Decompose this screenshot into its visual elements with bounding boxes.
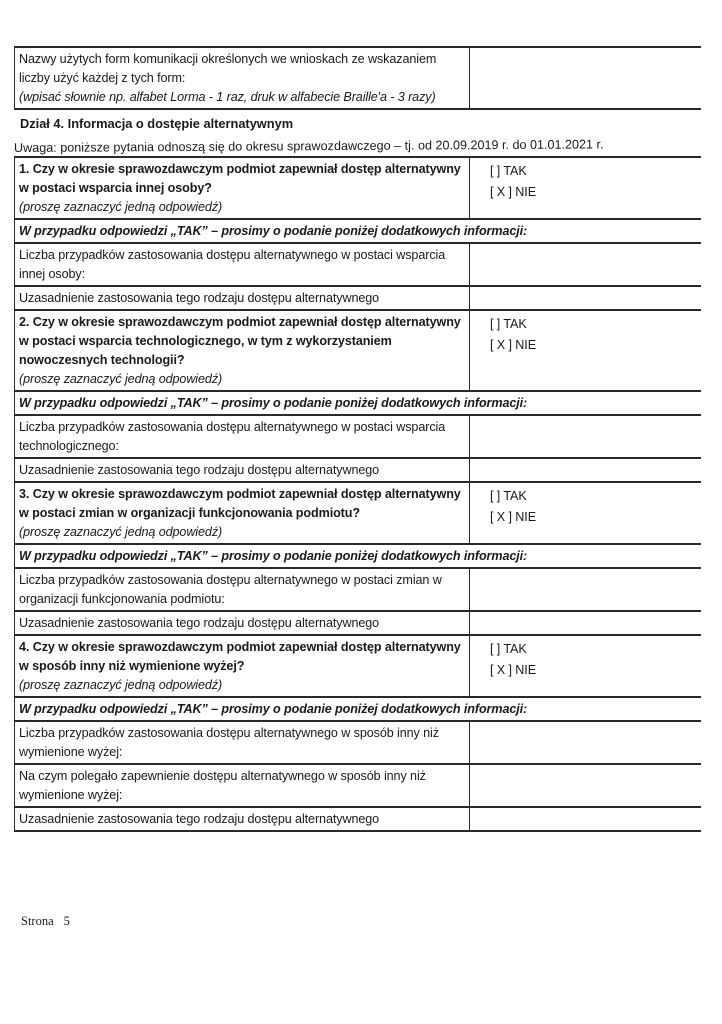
justification-value-field[interactable] (470, 807, 701, 831)
section-heading: Dział 4. Informacja o dostępie alternatywnym (20, 116, 294, 131)
communication-forms-hint: (wpisać słownie np. alfabet Lorma - 1 raz, druk w alfabecie Braille'a - 3 razy) (19, 90, 436, 104)
justification-row (15, 611, 701, 635)
question-text: 4. Czy w okresie sprawozdawczym podmiot zapewniał dostęp alternatywny w sposób inny niż wymienione wyżej? (19, 640, 461, 673)
question-hint: (proszę zaznaczyć jedną odpowiedź) (19, 372, 223, 386)
answer-options (470, 310, 701, 391)
question-row-3 (15, 482, 701, 544)
page-label: Strona (21, 914, 54, 928)
count-value-field[interactable] (470, 721, 701, 764)
answer-options (470, 635, 701, 697)
description-row (15, 764, 701, 807)
count-label: Liczba przypadków zastosowania dostępu alternatywnego w postaci zmian w organizacji funkcjonowania podmiotu: (15, 568, 470, 611)
justification-row (15, 286, 701, 310)
option-tak-checkbox[interactable]: [ ] TAK (490, 164, 527, 178)
question-text: 2. Czy w okresie sprawozdawczym podmiot zapewniał dostęp alternatywny w postaci wsparcia technologicznego, w tym z wykorzystaniem nowoczesnych technologii? (19, 315, 461, 367)
conditional-banner: W przypadku odpowiedzi „TAK” – prosimy o podanie poniżej dodatkowych informacji: (15, 697, 701, 721)
justification-value-field[interactable] (470, 286, 701, 310)
justification-row (15, 807, 701, 831)
count-value-field[interactable] (470, 568, 701, 611)
option-tak-checkbox[interactable]: [ ] TAK (490, 317, 527, 331)
count-value-field[interactable] (470, 415, 701, 458)
conditional-banner: W przypadku odpowiedzi „TAK” – prosimy o podanie poniżej dodatkowych informacji: (15, 391, 701, 415)
count-label: Liczba przypadków zastosowania dostępu alternatywnego w postaci wsparcia technologicznego: (15, 415, 470, 458)
count-row (15, 415, 701, 458)
communication-forms-row (15, 47, 701, 109)
count-label: Liczba przypadków zastosowania dostępu alternatywnego w postaci wsparcia innej osoby: (15, 243, 470, 286)
description-label: Na czym polegało zapewnienie dostępu alternatywnego w sposób inny niż wymienione wyżej: (15, 764, 470, 807)
section-note: Uwaga: poniższe pytania odnoszą się do okresu sprawozdawczego – tj. od 20.09.2019 r. do 01.01.2021 r. (13, 137, 604, 155)
justification-label: Uzasadnienie zastosowania tego rodzaju dostępu alternatywnego (15, 458, 470, 482)
option-nie-checkbox[interactable]: [ X ] NIE (490, 510, 536, 524)
banner-row (15, 697, 701, 721)
option-nie-checkbox[interactable]: [ X ] NIE (490, 338, 536, 352)
option-nie-checkbox[interactable]: [ X ] NIE (490, 663, 536, 677)
answer-options (470, 482, 701, 544)
page-number: 5 (63, 914, 70, 928)
page-footer (21, 914, 70, 929)
question-row-2 (15, 310, 701, 391)
communication-forms-value-field[interactable] (470, 47, 701, 109)
question-row-4 (15, 635, 701, 697)
count-value-field[interactable] (470, 243, 701, 286)
question-hint: (proszę zaznaczyć jedną odpowiedź) (19, 200, 223, 214)
banner-row (15, 544, 701, 568)
option-tak-checkbox[interactable]: [ ] TAK (490, 642, 527, 656)
question-hint: (proszę zaznaczyć jedną odpowiedź) (19, 525, 223, 539)
question-cell (15, 157, 470, 219)
justification-value-field[interactable] (470, 458, 701, 482)
description-value-field[interactable] (470, 764, 701, 807)
justification-label: Uzasadnienie zastosowania tego rodzaju dostępu alternatywnego (15, 807, 470, 831)
communication-forms-table (14, 46, 701, 110)
conditional-banner: W przypadku odpowiedzi „TAK” – prosimy o podanie poniżej dodatkowych informacji: (15, 219, 701, 243)
question-cell (15, 635, 470, 697)
question-cell (15, 310, 470, 391)
alternative-access-table (14, 156, 701, 832)
communication-forms-label: Nazwy użytych form komunikacji określonych we wnioskach ze wskazaniem liczby użyć każdej z tych form: (19, 52, 437, 85)
justification-label: Uzasadnienie zastosowania tego rodzaju dostępu alternatywnego (15, 611, 470, 635)
banner-row (15, 219, 701, 243)
justification-value-field[interactable] (470, 611, 701, 635)
count-label: Liczba przypadków zastosowania dostępu alternatywnego w sposób inny niż wymienione wyżej: (15, 721, 470, 764)
conditional-banner: W przypadku odpowiedzi „TAK” – prosimy o podanie poniżej dodatkowych informacji: (15, 544, 701, 568)
count-row (15, 721, 701, 764)
question-text: 3. Czy w okresie sprawozdawczym podmiot zapewniał dostęp alternatywny w postaci zmian w organizacji funkcjonowania podmiotu? (19, 487, 461, 520)
question-row-1 (15, 157, 701, 219)
option-tak-checkbox[interactable]: [ ] TAK (490, 489, 527, 503)
justification-label: Uzasadnienie zastosowania tego rodzaju dostępu alternatywnego (15, 286, 470, 310)
question-hint: (proszę zaznaczyć jedną odpowiedź) (19, 678, 223, 692)
answer-options (470, 157, 701, 219)
question-text: 1. Czy w okresie sprawozdawczym podmiot zapewniał dostęp alternatywny w postaci wsparcia innej osoby? (19, 162, 461, 195)
count-row (15, 243, 701, 286)
communication-forms-label-cell (15, 47, 470, 109)
justification-row (15, 458, 701, 482)
count-row (15, 568, 701, 611)
option-nie-checkbox[interactable]: [ X ] NIE (490, 185, 536, 199)
question-cell (15, 482, 470, 544)
banner-row (15, 391, 701, 415)
